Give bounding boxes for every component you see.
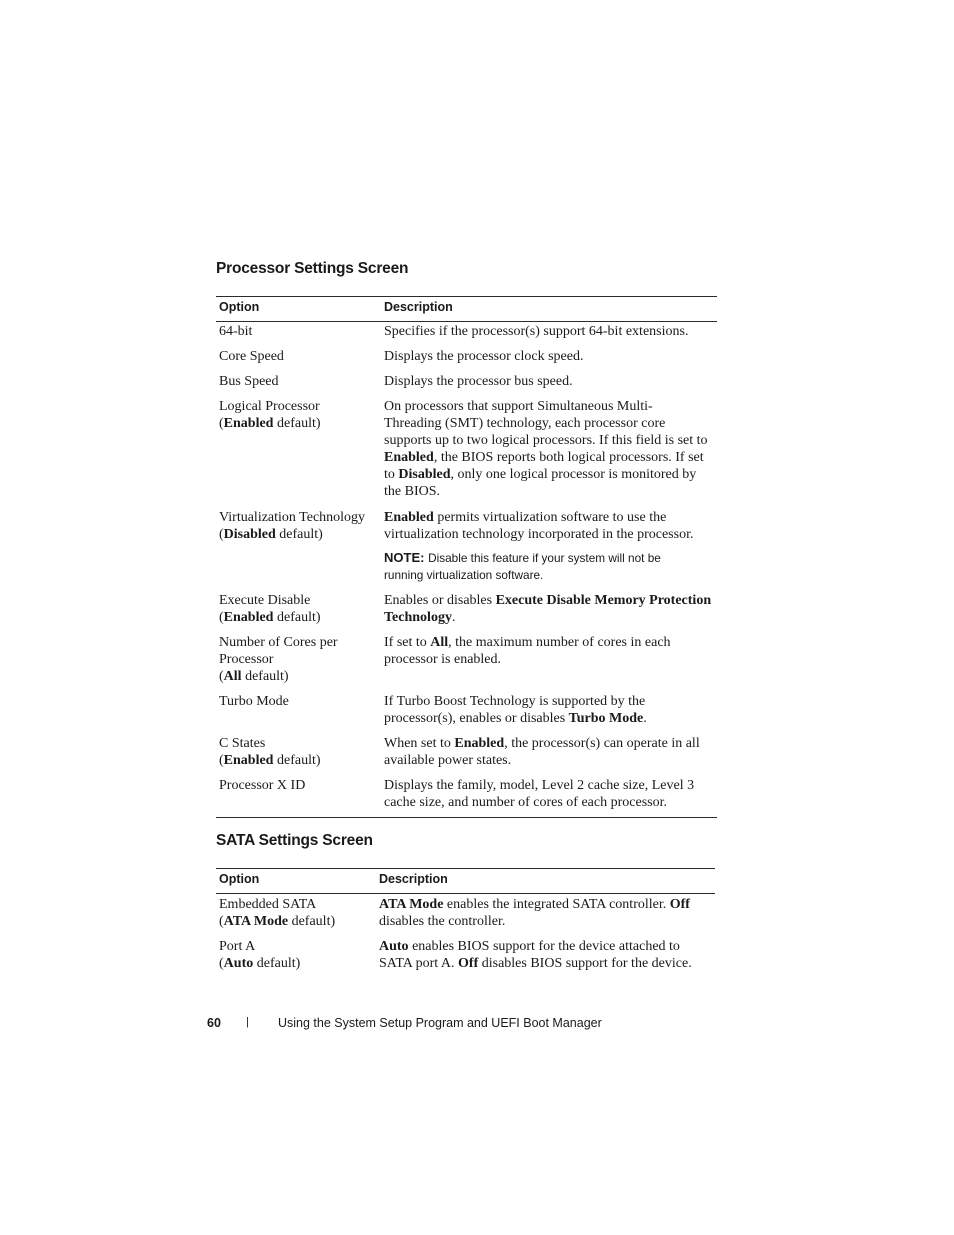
processor-col-description-header: Description [384,300,453,314]
option-line: 64-bit [219,324,253,339]
option-line: Port A [219,939,256,954]
processor-col-option-header: Option [219,300,260,314]
processor-table-header-rule [216,321,717,322]
option-line: Execute Disable [219,593,311,608]
option-line: Virtualization Technology [219,510,366,525]
processor-option-cell [219,323,376,340]
option-line: C States [219,736,266,751]
processor-section-heading: Processor Settings Screen [216,260,409,277]
sata-table-top-rule [216,868,715,869]
sata-col-description-header: Description [379,872,448,886]
footer-title: Using the System Setup Program and UEFI Boot Manager [278,1016,602,1030]
processor-option-cell [219,693,376,710]
processor-option-cell [219,777,376,794]
description-line: Auto enables BIOS support for the device attached to [379,939,680,954]
processor-description-cell [384,373,717,390]
footer-separator: | [246,1016,249,1028]
processor-description-cell [384,634,717,668]
description-line: If set to All, the maximum number of cores in each [384,635,671,650]
processor-description-cell [384,509,717,584]
note-block [384,549,717,584]
description-line: supports up to two logical processors. If this field is set to [384,433,708,448]
description-line: Enables or disables Execute Disable Memory Protection [384,593,712,608]
processor-description-cell [384,693,717,727]
processor-description-cell [384,323,717,340]
option-line: Turbo Mode [219,694,289,709]
description-line: processor is enabled. [384,652,502,667]
description-line: ATA Mode enables the integrated SATA controller. Off [379,897,690,912]
option-line: (Disabled default) [219,527,323,542]
processor-table-top-rule [216,296,717,297]
option-line: (Enabled default) [219,753,321,768]
option-line: Core Speed [219,349,284,364]
option-line: (Auto default) [219,956,301,971]
note-label: NOTE: [384,550,429,565]
note-line: NOTE: Disable this feature if your system will not be [384,550,661,565]
processor-option-cell [219,348,376,365]
option-line: Processor [219,652,274,667]
sata-description-cell [379,938,715,972]
description-line: If Turbo Boost Technology is supported by the [384,694,646,709]
processor-option-cell [219,373,376,390]
option-line: Number of Cores per [219,635,338,650]
option-line: Logical Processor [219,399,320,414]
processor-option-cell [219,509,376,543]
option-line: (Enabled default) [219,416,321,431]
processor-description-cell [384,777,717,811]
description-line: virtualization technology incorporated in the processor. [384,527,694,542]
sata-option-cell [219,938,371,972]
processor-option-cell [219,592,376,626]
note-line: running virtualization software. [384,568,544,582]
description-line: Threading (SMT) technology, each processor core [384,416,666,431]
option-line: Processor X ID [219,778,306,793]
description-line: to Disabled, only one logical processor is monitored by [384,467,697,482]
option-line: Bus Speed [219,374,279,389]
description-line: the BIOS. [384,484,440,499]
processor-option-cell [219,398,376,432]
processor-table-bottom-rule [216,817,717,818]
option-line: (ATA Mode default) [219,914,336,929]
option-line: (Enabled default) [219,610,321,625]
description-line: cache size, and number of cores of each processor. [384,795,667,810]
description-line: Displays the processor clock speed. [384,349,584,364]
page-number: 60 [207,1016,221,1030]
processor-description-cell [384,398,717,500]
sata-description-cell [379,896,715,930]
option-line: Embedded SATA [219,897,317,912]
description-line: Displays the family, model, Level 2 cache size, Level 3 [384,778,695,793]
processor-description-cell [384,592,717,626]
sata-col-option-header: Option [219,872,260,886]
description-line: Specifies if the processor(s) support 64-bit extensions. [384,324,689,339]
description-line: SATA port A. Off disables BIOS support for the device. [379,956,692,971]
processor-description-cell [384,348,717,365]
description-line: Displays the processor bus speed. [384,374,573,389]
description-line: Enabled permits virtualization software to use the [384,510,667,525]
description-line: disables the controller. [379,914,506,929]
description-line: Technology. [384,610,456,625]
description-line: On processors that support Simultaneous Multi- [384,399,653,414]
processor-option-cell [219,735,376,769]
option-line: (All default) [219,669,289,684]
sata-section-heading: SATA Settings Screen [216,832,373,849]
description-line: Enabled, the BIOS reports both logical processors. If set [384,450,704,465]
sata-table-header-rule [216,893,715,894]
description-line: processor(s), enables or disables Turbo Mode. [384,711,647,726]
description-line: available power states. [384,753,512,768]
sata-option-cell [219,896,371,930]
processor-option-cell [219,634,376,685]
description-line: When set to Enabled, the processor(s) can operate in all [384,736,700,751]
processor-description-cell [384,735,717,769]
